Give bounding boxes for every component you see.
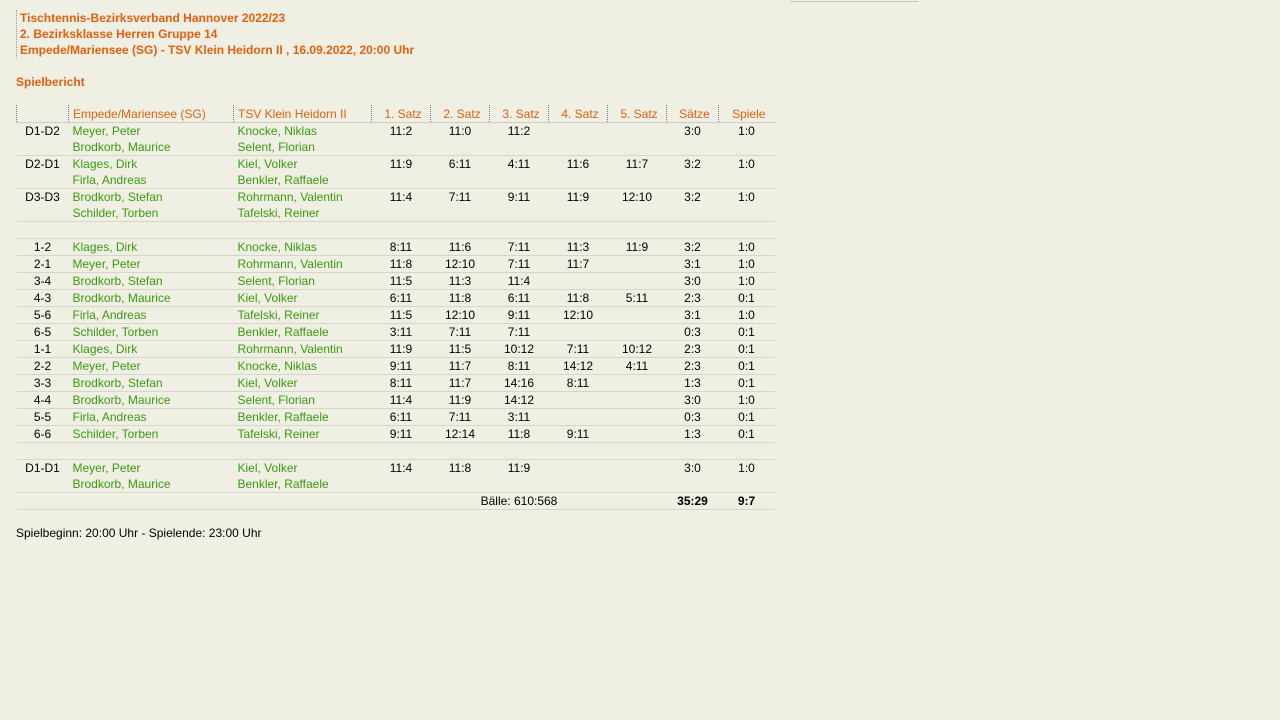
header-home-team: Empede/Mariensee (SG): [69, 105, 234, 123]
set-2-score: 11:5: [431, 341, 490, 358]
set-4-score: [549, 460, 608, 477]
table-row: [17, 426, 775, 443]
away-player[interactable]: Rohrmann, Valentin: [234, 256, 372, 273]
set-4-score: 11:6: [566, 157, 590, 171]
set-4-score: [549, 409, 608, 426]
singles-section: [17, 239, 775, 443]
away-player[interactable]: Benkler, Raffaele: [234, 476, 372, 493]
away-player[interactable]: Benkler, Raffaele: [234, 324, 372, 341]
set-1-score: 11:4: [372, 392, 431, 409]
away-player[interactable]: Tafelski, Reiner: [234, 426, 372, 443]
set-2-score: 11:0: [448, 124, 472, 138]
set-4-score: 9:11: [549, 426, 608, 443]
away-player[interactable]: Kiel, Volker: [234, 290, 372, 307]
away-player[interactable]: Selent, Florian: [234, 273, 372, 290]
sets-score: 3:1: [667, 256, 719, 273]
away-player[interactable]: Knocke, Niklas: [237, 124, 317, 138]
set-3-score: 10:12: [490, 341, 549, 358]
sets-score: 3:2: [684, 157, 701, 171]
sets-score: 3:2: [667, 239, 719, 256]
games-score: 1:0: [738, 190, 755, 204]
set-3-score: 11:2: [507, 124, 531, 138]
set-4-score: 11:8: [549, 290, 608, 307]
match-code: 3-3: [17, 375, 69, 392]
set-2-score: 11:3: [431, 273, 490, 290]
set-4-score: 12:10: [549, 307, 608, 324]
home-player[interactable]: Brodkorb, Stefan: [72, 190, 163, 204]
sets-score: 3:1: [667, 307, 719, 324]
match-code: D1-D2: [25, 124, 60, 138]
set-1-score: 11:2: [389, 124, 413, 138]
games-score: 0:1: [719, 409, 775, 426]
set-3-score: 11:4: [490, 273, 549, 290]
set-5-score: [608, 460, 667, 477]
match-code: 4-3: [17, 290, 69, 307]
sets-score: 2:3: [667, 290, 719, 307]
table-row: [17, 341, 775, 358]
home-player[interactable]: Brodkorb, Maurice: [69, 476, 234, 493]
set-2-score: 11:7: [431, 358, 490, 375]
home-player[interactable]: Schilder, Torben: [69, 205, 234, 222]
set-2-score: 12:10: [431, 256, 490, 273]
home-player[interactable]: Meyer, Peter: [69, 256, 234, 273]
match-code: 2-2: [17, 358, 69, 375]
table-row: [17, 239, 775, 256]
match-code: 1-2: [17, 239, 69, 256]
set-4-score: [549, 392, 608, 409]
home-player[interactable]: Meyer, Peter: [72, 124, 141, 138]
home-player[interactable]: Firla, Andreas: [69, 409, 234, 426]
games-score: 0:1: [719, 341, 775, 358]
match-code: 1-1: [17, 341, 69, 358]
table-row: [17, 358, 775, 375]
home-player[interactable]: Firla, Andreas: [69, 172, 234, 189]
table-row: [17, 205, 775, 222]
table-row: [17, 460, 775, 477]
set-2-score: 11:8: [448, 461, 472, 475]
set-1-score: 9:11: [372, 426, 431, 443]
games-score: 1:0: [738, 124, 755, 138]
match-code: D1-D1: [25, 461, 60, 475]
away-player[interactable]: Kiel, Volker: [234, 375, 372, 392]
set-1-score: 6:11: [372, 290, 431, 307]
set-4-score: [549, 123, 608, 140]
set-5-score: [608, 426, 667, 443]
set-2-score: 7:11: [431, 409, 490, 426]
set-5-score: [608, 409, 667, 426]
table-row: [17, 375, 775, 392]
header-code: [17, 105, 69, 123]
games-score: 0:1: [719, 324, 775, 341]
away-player[interactable]: Knocke, Niklas: [234, 239, 372, 256]
set-3-score: 14:12: [490, 392, 549, 409]
totals-row: [17, 493, 775, 510]
report-label: Spielbericht: [16, 75, 85, 89]
set-4-score: [549, 273, 608, 290]
set-1-score: 11:5: [372, 307, 431, 324]
set-3-score: 9:11: [507, 190, 531, 204]
set-1-score: 9:11: [372, 358, 431, 375]
home-player[interactable]: Brodkorb, Maurice: [69, 290, 234, 307]
set-2-score: 11:8: [431, 290, 490, 307]
away-player[interactable]: Tafelski, Reiner: [234, 307, 372, 324]
set-1-score: 8:11: [372, 239, 431, 256]
table-row: [17, 409, 775, 426]
away-player[interactable]: Selent, Florian: [234, 139, 372, 156]
sets-score: 1:3: [667, 375, 719, 392]
match-title: Empede/Mariensee (SG) - TSV Klein Heidorn II , 16.09.2022, 20:00 Uhr: [20, 43, 415, 57]
away-player[interactable]: Rohrmann, Valentin: [234, 341, 372, 358]
games-score: 1:0: [719, 239, 775, 256]
sets-score: 3:2: [684, 190, 701, 204]
set-5-score: [608, 324, 667, 341]
sets-total: 35:29: [667, 493, 719, 510]
set-3-score: 14:16: [490, 375, 549, 392]
set-1-score: 11:5: [372, 273, 431, 290]
table-row: [17, 256, 775, 273]
spacer-row: [17, 443, 775, 460]
set-2-score: 12:14: [431, 426, 490, 443]
report-header: [16, 10, 414, 58]
games-score: 1:0: [719, 256, 775, 273]
set-4-score: [549, 324, 608, 341]
sets-score: 0:3: [667, 409, 719, 426]
away-player[interactable]: Knocke, Niklas: [234, 358, 372, 375]
set-3-score: 7:11: [490, 256, 549, 273]
set-2-score: 11:6: [431, 239, 490, 256]
games-score: 0:1: [719, 426, 775, 443]
set-4-score: 11:9: [566, 190, 590, 204]
set-5-score: 11:7: [625, 157, 649, 171]
away-player[interactable]: Kiel, Volker: [237, 157, 298, 171]
away-player[interactable]: Selent, Florian: [234, 392, 372, 409]
set-3-score: 7:11: [490, 324, 549, 341]
header-set-5: 5. Satz: [608, 105, 667, 123]
set-1-score: 6:11: [372, 409, 431, 426]
games-score: 1:0: [719, 273, 775, 290]
home-player[interactable]: Brodkorb, Stefan: [69, 375, 234, 392]
table-row: [17, 324, 775, 341]
set-2-score: 12:10: [431, 307, 490, 324]
top-strip-divider: [790, 0, 918, 2]
set-4-score: 14:12: [549, 358, 608, 375]
set-5-score: [608, 307, 667, 324]
set-1-score: 11:4: [389, 461, 413, 475]
header-games: Spiele: [719, 105, 775, 123]
games-score: 1:0: [738, 157, 755, 171]
set-5-score: [608, 123, 667, 140]
table-row: [17, 172, 775, 189]
set-5-score: 4:11: [608, 358, 667, 375]
set-2-score: 6:11: [448, 157, 472, 171]
sets-score: 2:3: [667, 358, 719, 375]
match-code: 5-5: [17, 409, 69, 426]
set-1-score: 11:4: [389, 190, 413, 204]
set-3-score: 6:11: [490, 290, 549, 307]
table-row: [17, 290, 775, 307]
home-player[interactable]: Brodkorb, Maurice: [69, 139, 234, 156]
set-5-score: 10:12: [608, 341, 667, 358]
set-1-score: 11:8: [372, 256, 431, 273]
table-row: [17, 392, 775, 409]
spacer-row: [17, 222, 775, 239]
match-code: 6-5: [17, 324, 69, 341]
set-3-score: 11:8: [490, 426, 549, 443]
balls-total: Bälle: 610:568: [431, 493, 608, 510]
sets-score: 3:0: [667, 273, 719, 290]
games-score: 1:0: [738, 461, 755, 475]
set-5-score: [608, 392, 667, 409]
games-score: 1:0: [719, 392, 775, 409]
set-5-score: [608, 375, 667, 392]
header-set-4: 4. Satz: [549, 105, 608, 123]
set-2-score: 11:7: [431, 375, 490, 392]
table-header-row: [17, 105, 775, 123]
set-1-score: 11:9: [389, 157, 413, 171]
home-player[interactable]: Schilder, Torben: [69, 324, 234, 341]
match-code: 2-1: [17, 256, 69, 273]
association-title: Tischtennis-Bezirksverband Hannover 2022/23: [20, 11, 286, 25]
set-2-score: 11:9: [431, 392, 490, 409]
sets-score: 2:3: [667, 341, 719, 358]
set-3-score: 4:11: [507, 157, 531, 171]
set-5-score: 5:11: [608, 290, 667, 307]
header-set-1: 1. Satz: [372, 105, 431, 123]
away-player[interactable]: Benkler, Raffaele: [234, 409, 372, 426]
sets-score: 3:0: [684, 124, 701, 138]
set-5-score: [608, 273, 667, 290]
match-code: 6-6: [17, 426, 69, 443]
match-code: 5-6: [17, 307, 69, 324]
games-score: 0:1: [719, 358, 775, 375]
home-player[interactable]: Firla, Andreas: [69, 307, 234, 324]
table-row: [17, 139, 775, 156]
set-1-score: 3:11: [372, 324, 431, 341]
match-times: Spielbeginn: 20:00 Uhr - Spielende: 23:00 Uhr: [16, 526, 262, 540]
set-4-score: 11:7: [549, 256, 608, 273]
set-4-score: 8:11: [549, 375, 608, 392]
match-code: D3-D3: [25, 190, 60, 204]
table-row: [17, 156, 775, 173]
set-3-score: 8:11: [490, 358, 549, 375]
home-player[interactable]: Brodkorb, Stefan: [69, 273, 234, 290]
sets-score: 3:0: [667, 392, 719, 409]
table-row: [17, 123, 775, 140]
set-4-score: 11:3: [549, 239, 608, 256]
header-away-team: TSV Klein Heidorn II: [234, 105, 372, 123]
away-player[interactable]: Kiel, Volker: [237, 461, 298, 475]
match-code: D2-D1: [25, 157, 60, 171]
set-3-score: 11:9: [507, 461, 531, 475]
set-5-score: [608, 256, 667, 273]
away-player[interactable]: Tafelski, Reiner: [234, 205, 372, 222]
match-code: 4-4: [17, 392, 69, 409]
sets-score: 1:3: [667, 426, 719, 443]
set-2-score: 7:11: [448, 190, 472, 204]
sets-score: 3:0: [684, 461, 701, 475]
away-player[interactable]: Benkler, Raffaele: [234, 172, 372, 189]
set-5-score: 11:9: [608, 239, 667, 256]
set-3-score: 7:11: [490, 239, 549, 256]
games-total: 9:7: [719, 493, 775, 510]
header-set-3: 3. Satz: [490, 105, 549, 123]
set-3-score: 3:11: [490, 409, 549, 426]
table-row: [17, 307, 775, 324]
set-1-score: 11:9: [372, 341, 431, 358]
home-player[interactable]: Schilder, Torben: [69, 426, 234, 443]
table-row: [17, 476, 775, 493]
home-player[interactable]: Brodkorb, Maurice: [69, 392, 234, 409]
set-4-score: 7:11: [549, 341, 608, 358]
home-player[interactable]: Klages, Dirk: [72, 157, 138, 171]
games-score: 0:1: [719, 375, 775, 392]
league-title: 2. Bezirksklasse Herren Gruppe 14: [20, 27, 218, 41]
away-player[interactable]: Rohrmann, Valentin: [237, 190, 343, 204]
sets-score: 0:3: [667, 324, 719, 341]
header-sets: Sätze: [667, 105, 719, 123]
match-report-table: [16, 105, 775, 510]
set-2-score: 7:11: [431, 324, 490, 341]
home-player[interactable]: Klages, Dirk: [69, 341, 234, 358]
games-score: 0:1: [719, 290, 775, 307]
match-code: 3-4: [17, 273, 69, 290]
set-5-score: 12:10: [621, 190, 653, 204]
home-player[interactable]: Klages, Dirk: [69, 239, 234, 256]
home-player[interactable]: Meyer, Peter: [72, 461, 141, 475]
set-1-score: 8:11: [372, 375, 431, 392]
home-player[interactable]: Meyer, Peter: [69, 358, 234, 375]
games-score: 1:0: [719, 307, 775, 324]
set-3-score: 9:11: [490, 307, 549, 324]
table-row: [17, 273, 775, 290]
table-row: [17, 189, 775, 206]
header-set-2: 2. Satz: [431, 105, 490, 123]
